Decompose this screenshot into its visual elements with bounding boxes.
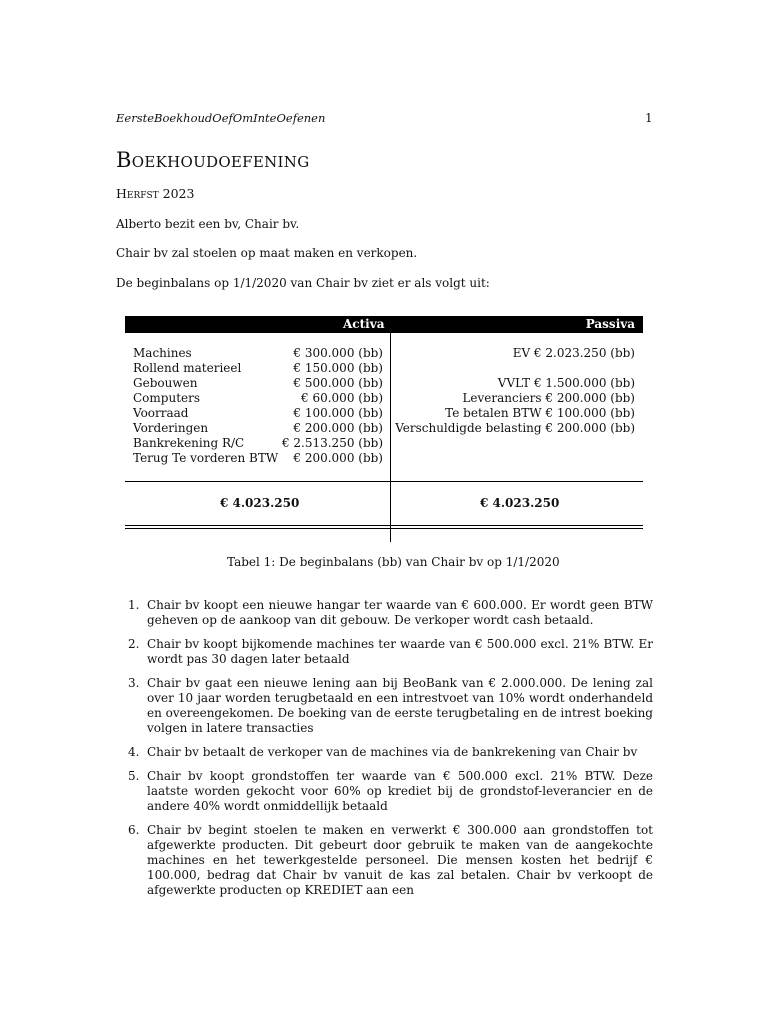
activa-value: € 200.000 (bb) bbox=[293, 451, 383, 465]
list-item bbox=[116, 598, 653, 628]
passiva-row bbox=[395, 391, 635, 406]
intro-paragraph-2: Chair bv zal stoelen op maat maken en verkopen. bbox=[116, 246, 418, 260]
activa-label: Terug Te vorderen BTW bbox=[133, 451, 279, 465]
list-item bbox=[116, 745, 653, 760]
item-text: Chair bv begint stoelen te maken en verwerkt € 300.000 aan grondstoffen tot afgewerkte producten. Dit gebeurt door gebruik te maken van de aangekochte machines en het tewerkgestelde personeel. Die mensen kosten het bedrijf € 100.000, bedrag dat Chair bv vanuit de kas zal betalen. Chair bv verkoopt de afgewerkte producten op KREDIET aan een bbox=[147, 823, 653, 897]
activa-label: Vorderingen bbox=[133, 421, 209, 435]
total-activa: € 4.023.250 bbox=[220, 496, 300, 510]
passiva-value: Te betalen BTW € 100.000 (bb) bbox=[445, 406, 635, 420]
activa-value: € 150.000 (bb) bbox=[293, 361, 383, 375]
activa-value: € 300.000 (bb) bbox=[293, 346, 383, 360]
activa-value: € 60.000 (bb) bbox=[301, 391, 383, 405]
item-text: Chair bv koopt een nieuwe hangar ter waarde van € 600.000. Er wordt geen BTW geheven op de aankoop van dit gebouw. De verkoper wordt cash betaald. bbox=[147, 598, 653, 627]
balance-table bbox=[125, 316, 643, 510]
activa-label: Computers bbox=[133, 391, 201, 405]
document-subtitle: Herfst 2023 bbox=[116, 186, 195, 201]
activa-row bbox=[133, 376, 383, 391]
intro-paragraph-3: De beginbalans op 1/1/2020 van Chair bv ziet er als volgt uit: bbox=[116, 276, 490, 290]
balance-header bbox=[125, 316, 643, 333]
item-text: Chair bv koopt grondstoffen ter waarde van € 500.000 excl. 21% BTW. Deze laatste worden gekocht voor 60% op krediet bij de grondstof-leverancier en de andere 40% wordt onmiddellijk betaald bbox=[147, 769, 653, 813]
running-title: EersteBoekhoudOefOmInteOefenen bbox=[116, 111, 326, 125]
activa-label: Rollend materieel bbox=[133, 361, 242, 375]
activa-value: € 500.000 (bb) bbox=[293, 376, 383, 390]
item-number: 6. bbox=[128, 823, 140, 837]
passiva-row bbox=[395, 421, 635, 436]
list-item bbox=[116, 769, 653, 814]
column-divider bbox=[390, 333, 391, 542]
passiva-row bbox=[395, 346, 635, 361]
passiva-value: EV € 2.023.250 (bb) bbox=[512, 346, 635, 360]
list-item bbox=[116, 676, 653, 736]
passiva-row bbox=[395, 361, 635, 376]
passiva-header: Passiva bbox=[585, 317, 635, 331]
activa-row bbox=[133, 346, 383, 361]
passiva-list bbox=[395, 346, 635, 436]
item-text: Chair bv koopt bijkomende machines ter waarde van € 500.000 excl. 21% BTW. Er wordt pas 30 dagen later betaald bbox=[147, 637, 653, 666]
item-text: Chair bv gaat een nieuwe lening aan bij BeoBank van € 2.000.000. De lening zal over 10 jaar worden terugbetaald en een intrestvoet van 10% wordt onderhandeld en overeengekomen. De boeking van de eerste terugbetaling en de intrest boeking volgen in latere transacties bbox=[147, 676, 653, 735]
activa-row bbox=[133, 361, 383, 376]
activa-label: Gebouwen bbox=[133, 376, 198, 390]
table-caption: Tabel 1: De beginbalans (bb) van Chair bv op 1/1/2020 bbox=[227, 555, 560, 569]
activa-row bbox=[133, 391, 383, 406]
table-bottom-rule bbox=[125, 525, 643, 526]
total-passiva: € 4.023.250 bbox=[480, 496, 560, 510]
passiva-row bbox=[395, 376, 635, 391]
passiva-value: VVLT € 1.500.000 (bb) bbox=[497, 376, 635, 390]
activa-list bbox=[133, 346, 383, 466]
activa-value: € 200.000 (bb) bbox=[293, 421, 383, 435]
transaction-list bbox=[116, 598, 653, 907]
list-item bbox=[116, 823, 653, 898]
passiva-value: Leveranciers € 200.000 (bb) bbox=[462, 391, 635, 405]
activa-row bbox=[133, 436, 383, 451]
activa-value: € 100.000 (bb) bbox=[293, 406, 383, 420]
activa-label: Machines bbox=[133, 346, 192, 360]
passiva-value: Verschuldigde belasting € 200.000 (bb) bbox=[395, 421, 635, 435]
page-number: 1 bbox=[645, 111, 653, 125]
item-number: 4. bbox=[128, 745, 140, 759]
activa-header: Activa bbox=[343, 317, 385, 331]
passiva-row bbox=[395, 406, 635, 421]
item-number: 3. bbox=[128, 676, 140, 690]
activa-row bbox=[133, 451, 383, 466]
document-title: Boekhoudoefening bbox=[116, 148, 310, 172]
activa-label: Bankrekening R/C bbox=[133, 436, 245, 450]
item-number: 1. bbox=[128, 598, 140, 612]
item-number: 5. bbox=[128, 769, 140, 783]
table-bottom-rule bbox=[125, 528, 643, 529]
item-text: Chair bv betaalt de verkoper van de machines via de bankrekening van Chair bv bbox=[147, 745, 638, 759]
activa-label: Voorraad bbox=[133, 406, 189, 420]
activa-row bbox=[133, 421, 383, 436]
list-item bbox=[116, 637, 653, 667]
item-number: 2. bbox=[128, 637, 140, 651]
totals-divider bbox=[125, 481, 643, 482]
activa-row bbox=[133, 406, 383, 421]
activa-value: € 2.513.250 (bb) bbox=[281, 436, 383, 450]
intro-paragraph-1: Alberto bezit een bv, Chair bv. bbox=[116, 217, 300, 231]
